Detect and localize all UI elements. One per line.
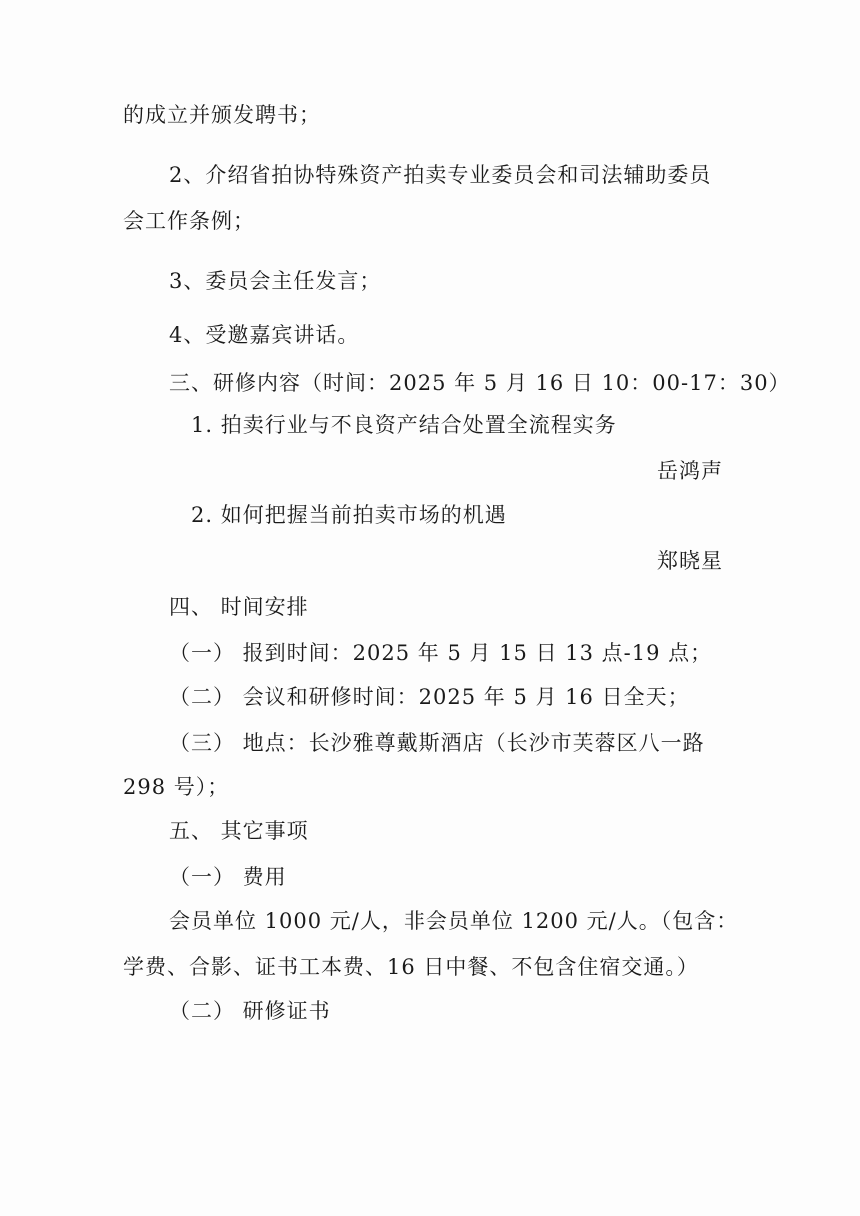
section-heading-4: 四、 时间安排	[169, 595, 309, 619]
text-line-agenda-2-cont: 会工作条例；	[123, 209, 255, 233]
text-line-agenda-1-end: 的成立并颁发聘书；	[123, 103, 321, 127]
schedule-location: （三） 地点：长沙雅尊戴斯酒店（长沙市芙蓉区八一路	[169, 731, 705, 755]
speaker-1: 岳鸿声	[657, 459, 723, 483]
topic-1: 1. 拍卖行业与不良资产结合处置全流程实务	[191, 413, 617, 437]
section-heading-5: 五、 其它事项	[169, 819, 309, 843]
topic-2: 2. 如何把握当前拍卖市场的机遇	[191, 503, 507, 527]
certificate-heading: （二） 研修证书	[169, 999, 331, 1023]
text-line-agenda-4: 4、受邀嘉宾讲话。	[169, 323, 360, 347]
text-line-agenda-2: 2、介绍省拍协特殊资产拍卖专业委员会和司法辅助委员	[169, 163, 712, 187]
section-heading-3: 三、研修内容（时间：2025 年 5 月 16 日 10：00-17：30）	[169, 371, 791, 395]
fee-heading: （一） 费用	[169, 865, 287, 889]
fee-detail-cont: 学费、合影、证书工本费、16 日中餐、不包含住宿交通。）	[123, 955, 699, 979]
fee-detail: 会员单位 1000 元/人，非会员单位 1200 元/人。（包含：	[169, 909, 739, 933]
text-line-agenda-3: 3、委员会主任发言；	[169, 269, 382, 293]
schedule-meeting: （二） 会议和研修时间：2025 年 5 月 16 日全天；	[169, 685, 690, 709]
schedule-location-cont: 298 号）；	[123, 775, 230, 799]
speaker-2: 郑晓星	[657, 549, 723, 573]
schedule-registration: （一） 报到时间：2025 年 5 月 15 日 13 点-19 点；	[169, 641, 713, 665]
